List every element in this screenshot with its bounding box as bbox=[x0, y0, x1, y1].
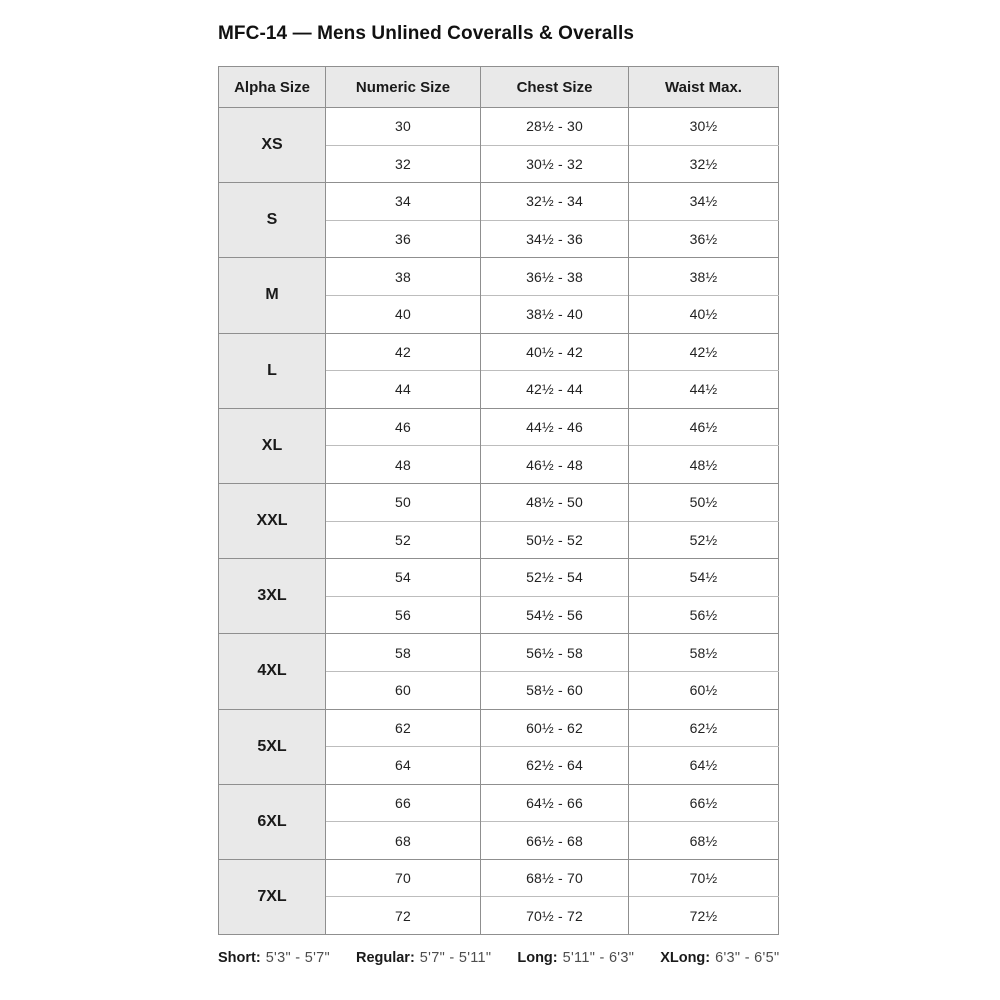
waist-max-cell: 62½ bbox=[629, 709, 779, 747]
waist-max-cell: 40½ bbox=[629, 295, 779, 333]
table-row bbox=[219, 408, 779, 446]
height-legend-item bbox=[218, 950, 330, 966]
alpha-size-cell: XL bbox=[219, 408, 326, 483]
height-legend-label: Regular: bbox=[355, 950, 415, 966]
header-alpha-size: Alpha Size bbox=[219, 67, 326, 108]
alpha-size-cell: S bbox=[219, 183, 326, 258]
chest-size-cell: 62½ - 64 bbox=[481, 747, 629, 785]
size-table-body bbox=[219, 108, 779, 935]
chest-size-cell: 58½ - 60 bbox=[481, 671, 629, 709]
chest-size-cell: 60½ - 62 bbox=[481, 709, 629, 747]
alpha-size-cell: XXL bbox=[219, 483, 326, 558]
numeric-size-cell: 54 bbox=[326, 559, 481, 597]
height-legend-value: 5'7" - 5'11" bbox=[419, 950, 492, 966]
height-legend-value: 5'11" - 6'3" bbox=[562, 950, 635, 966]
numeric-size-cell: 66 bbox=[326, 784, 481, 822]
waist-max-cell: 68½ bbox=[629, 822, 779, 860]
numeric-size-cell: 58 bbox=[326, 634, 481, 672]
table-row bbox=[219, 859, 779, 897]
numeric-size-cell: 48 bbox=[326, 446, 481, 484]
chest-size-cell: 56½ - 58 bbox=[481, 634, 629, 672]
chest-size-cell: 28½ - 30 bbox=[481, 108, 629, 146]
header-row bbox=[219, 67, 779, 108]
numeric-size-cell: 52 bbox=[326, 521, 481, 559]
chest-size-cell: 30½ - 32 bbox=[481, 145, 629, 183]
waist-max-cell: 52½ bbox=[629, 521, 779, 559]
waist-max-cell: 54½ bbox=[629, 559, 779, 597]
waist-max-cell: 64½ bbox=[629, 747, 779, 785]
waist-max-cell: 32½ bbox=[629, 145, 779, 183]
waist-max-cell: 38½ bbox=[629, 258, 779, 296]
chest-size-cell: 50½ - 52 bbox=[481, 521, 629, 559]
chest-size-cell: 54½ - 56 bbox=[481, 596, 629, 634]
header-waist-max: Waist Max. bbox=[629, 67, 779, 108]
table-row bbox=[219, 559, 779, 597]
waist-max-cell: 56½ bbox=[629, 596, 779, 634]
numeric-size-cell: 38 bbox=[326, 258, 481, 296]
alpha-size-cell: 4XL bbox=[219, 634, 326, 709]
table-row bbox=[219, 784, 779, 822]
chest-size-cell: 48½ - 50 bbox=[481, 483, 629, 521]
chest-size-cell: 32½ - 34 bbox=[481, 183, 629, 221]
table-row bbox=[219, 634, 779, 672]
table-row bbox=[219, 483, 779, 521]
height-legend-label: XLong: bbox=[660, 950, 711, 966]
height-legend-item bbox=[356, 950, 491, 966]
waist-max-cell: 60½ bbox=[629, 671, 779, 709]
chest-size-cell: 64½ - 66 bbox=[481, 784, 629, 822]
table-row bbox=[219, 258, 779, 296]
waist-max-cell: 34½ bbox=[629, 183, 779, 221]
size-table-header bbox=[219, 67, 779, 108]
numeric-size-cell: 34 bbox=[326, 183, 481, 221]
numeric-size-cell: 56 bbox=[326, 596, 481, 634]
numeric-size-cell: 44 bbox=[326, 371, 481, 409]
numeric-size-cell: 50 bbox=[326, 483, 481, 521]
size-table bbox=[218, 66, 779, 935]
numeric-size-cell: 70 bbox=[326, 859, 481, 897]
table-row bbox=[219, 333, 779, 371]
waist-max-cell: 50½ bbox=[629, 483, 779, 521]
height-legend-value: 5'3" - 5'7" bbox=[265, 950, 330, 966]
chest-size-cell: 46½ - 48 bbox=[481, 446, 629, 484]
chest-size-cell: 70½ - 72 bbox=[481, 897, 629, 935]
height-legend-item bbox=[517, 950, 634, 966]
alpha-size-cell: XS bbox=[219, 108, 326, 183]
alpha-size-cell: M bbox=[219, 258, 326, 333]
waist-max-cell: 48½ bbox=[629, 446, 779, 484]
height-legend bbox=[218, 950, 779, 966]
numeric-size-cell: 62 bbox=[326, 709, 481, 747]
height-legend-label: Short: bbox=[218, 950, 261, 966]
numeric-size-cell: 72 bbox=[326, 897, 481, 935]
chest-size-cell: 42½ - 44 bbox=[481, 371, 629, 409]
alpha-size-cell: 3XL bbox=[219, 559, 326, 634]
page-title: MFC-14 — Mens Unlined Coveralls & Overalls bbox=[218, 23, 634, 44]
height-legend-label: Long: bbox=[517, 950, 558, 966]
chest-size-cell: 34½ - 36 bbox=[481, 220, 629, 258]
table-row bbox=[219, 183, 779, 221]
numeric-size-cell: 40 bbox=[326, 295, 481, 333]
alpha-size-cell: 6XL bbox=[219, 784, 326, 859]
waist-max-cell: 70½ bbox=[629, 859, 779, 897]
waist-max-cell: 66½ bbox=[629, 784, 779, 822]
chest-size-cell: 40½ - 42 bbox=[481, 333, 629, 371]
numeric-size-cell: 46 bbox=[326, 408, 481, 446]
header-numeric-size: Numeric Size bbox=[326, 67, 481, 108]
waist-max-cell: 46½ bbox=[629, 408, 779, 446]
chest-size-cell: 44½ - 46 bbox=[481, 408, 629, 446]
numeric-size-cell: 42 bbox=[326, 333, 481, 371]
chest-size-cell: 68½ - 70 bbox=[481, 859, 629, 897]
numeric-size-cell: 64 bbox=[326, 747, 481, 785]
numeric-size-cell: 68 bbox=[326, 822, 481, 860]
alpha-size-cell: L bbox=[219, 333, 326, 408]
chest-size-cell: 66½ - 68 bbox=[481, 822, 629, 860]
waist-max-cell: 44½ bbox=[629, 371, 779, 409]
height-legend-value: 6'3" - 6'5" bbox=[715, 950, 780, 966]
alpha-size-cell: 5XL bbox=[219, 709, 326, 784]
waist-max-cell: 42½ bbox=[629, 333, 779, 371]
alpha-size-cell: 7XL bbox=[219, 859, 326, 934]
chest-size-cell: 52½ - 54 bbox=[481, 559, 629, 597]
numeric-size-cell: 30 bbox=[326, 108, 481, 146]
waist-max-cell: 36½ bbox=[629, 220, 779, 258]
chest-size-cell: 38½ - 40 bbox=[481, 295, 629, 333]
numeric-size-cell: 32 bbox=[326, 145, 481, 183]
waist-max-cell: 58½ bbox=[629, 634, 779, 672]
numeric-size-cell: 60 bbox=[326, 671, 481, 709]
chest-size-cell: 36½ - 38 bbox=[481, 258, 629, 296]
table-row bbox=[219, 108, 779, 146]
height-legend-item bbox=[660, 950, 779, 966]
header-chest-size: Chest Size bbox=[481, 67, 629, 108]
numeric-size-cell: 36 bbox=[326, 220, 481, 258]
waist-max-cell: 30½ bbox=[629, 108, 779, 146]
waist-max-cell: 72½ bbox=[629, 897, 779, 935]
table-row bbox=[219, 709, 779, 747]
